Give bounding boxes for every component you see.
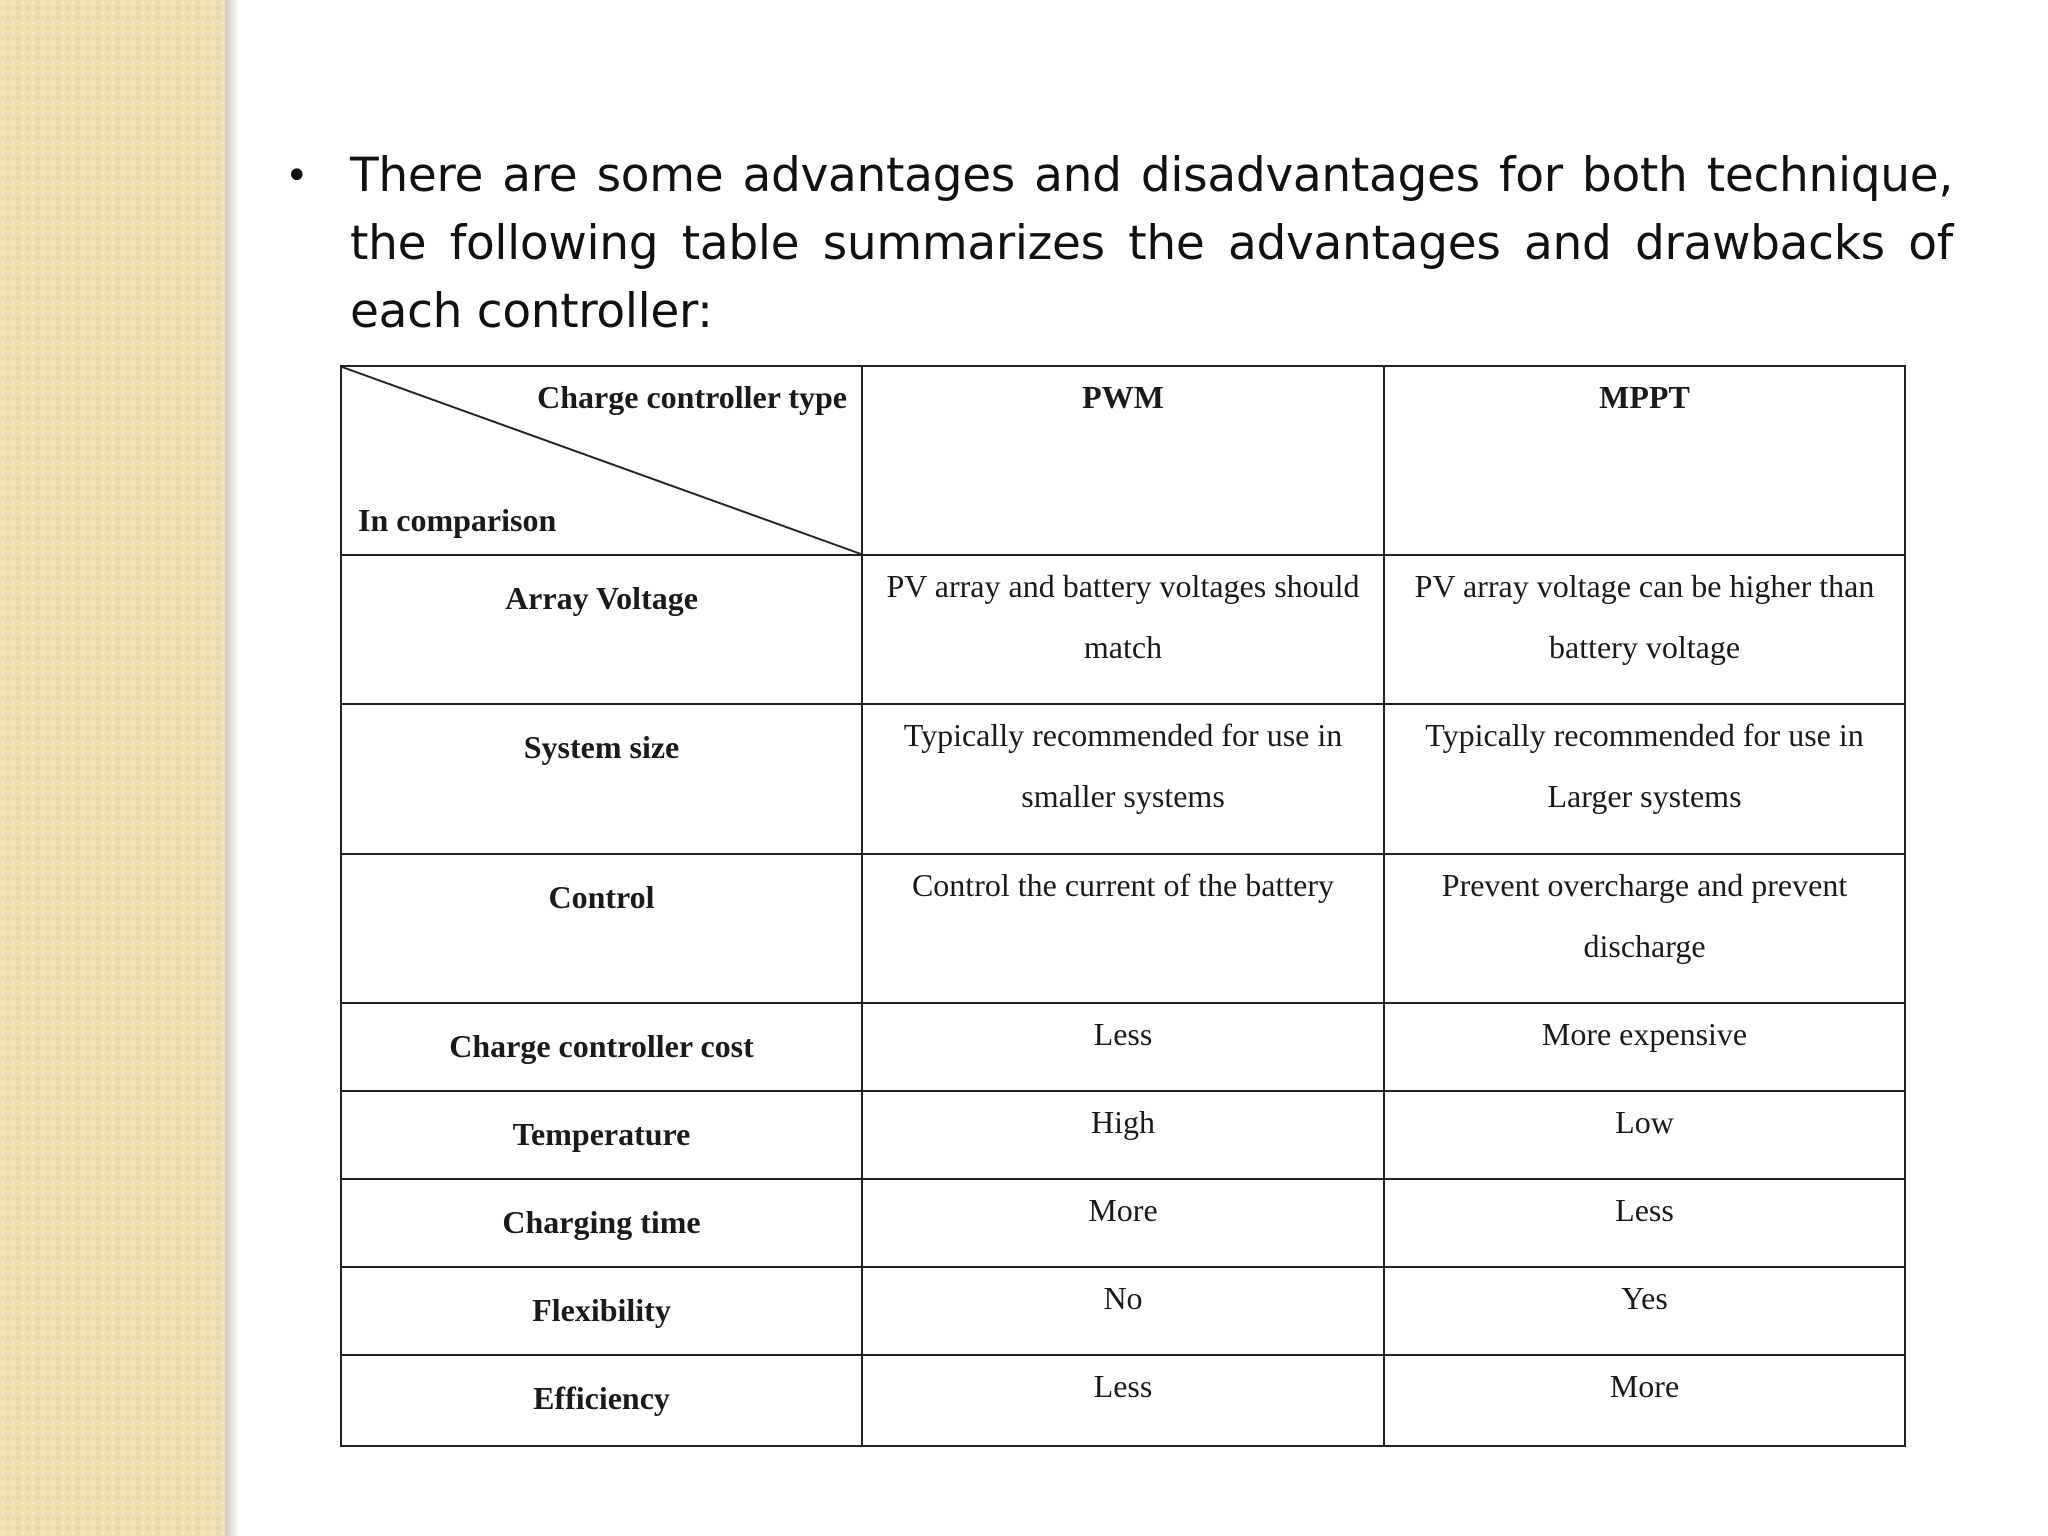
side-strip-shadow — [225, 0, 239, 1536]
row-label: Charging time — [341, 1179, 862, 1267]
column-header-mppt: MPPT — [1384, 366, 1905, 555]
table-row — [341, 704, 1905, 854]
bullet-text: There are some advantages and disadvantages for both technique, the following table summarizes the advantages and drawbacks of each controller: — [350, 148, 1953, 339]
pwm-cell: Control the current of the battery — [862, 854, 1384, 1003]
comparison-table — [340, 365, 1906, 1447]
column-header-pwm: PWM — [862, 366, 1384, 555]
row-label: Flexibility — [341, 1267, 862, 1355]
header-corner-cell — [341, 366, 862, 555]
pwm-cell: Less — [862, 1003, 1384, 1091]
mppt-cell: Yes — [1384, 1267, 1905, 1355]
mppt-cell: More expensive — [1384, 1003, 1905, 1091]
table-header-row — [341, 366, 1905, 555]
table-row — [341, 1179, 1905, 1267]
header-corner-bottom-label: In comparison — [358, 502, 557, 538]
table-row — [341, 1003, 1905, 1091]
mppt-cell: Low — [1384, 1091, 1905, 1179]
row-label: Control — [341, 854, 862, 1003]
pwm-cell: High — [862, 1091, 1384, 1179]
mppt-cell: Less — [1384, 1179, 1905, 1267]
table-row — [341, 1267, 1905, 1355]
table-row — [341, 555, 1905, 704]
table-row — [341, 854, 1905, 1003]
bullet-icon: • — [285, 153, 309, 199]
row-label: Array Voltage — [341, 555, 862, 704]
row-label: System size — [341, 704, 862, 854]
pwm-cell: More — [862, 1179, 1384, 1267]
pwm-cell: Typically recommended for use in smaller systems — [862, 704, 1384, 854]
mppt-cell: More — [1384, 1355, 1905, 1446]
header-corner-top-label: Charge controller type — [537, 379, 847, 415]
table-row — [341, 1355, 1905, 1446]
pwm-cell: PV array and battery voltages should match — [862, 555, 1384, 704]
pwm-cell: Less — [862, 1355, 1384, 1446]
decorative-side-strip — [0, 0, 225, 1536]
row-label: Efficiency — [341, 1355, 862, 1446]
row-label: Charge controller cost — [341, 1003, 862, 1091]
row-label: Temperature — [341, 1091, 862, 1179]
pwm-cell: No — [862, 1267, 1384, 1355]
mppt-cell: Prevent overcharge and prevent discharge — [1384, 854, 1905, 1003]
mppt-cell: PV array voltage can be higher than battery voltage — [1384, 555, 1905, 704]
mppt-cell: Typically recommended for use in Larger systems — [1384, 704, 1905, 854]
table-row — [341, 1091, 1905, 1179]
bullet-paragraph — [285, 142, 1953, 346]
